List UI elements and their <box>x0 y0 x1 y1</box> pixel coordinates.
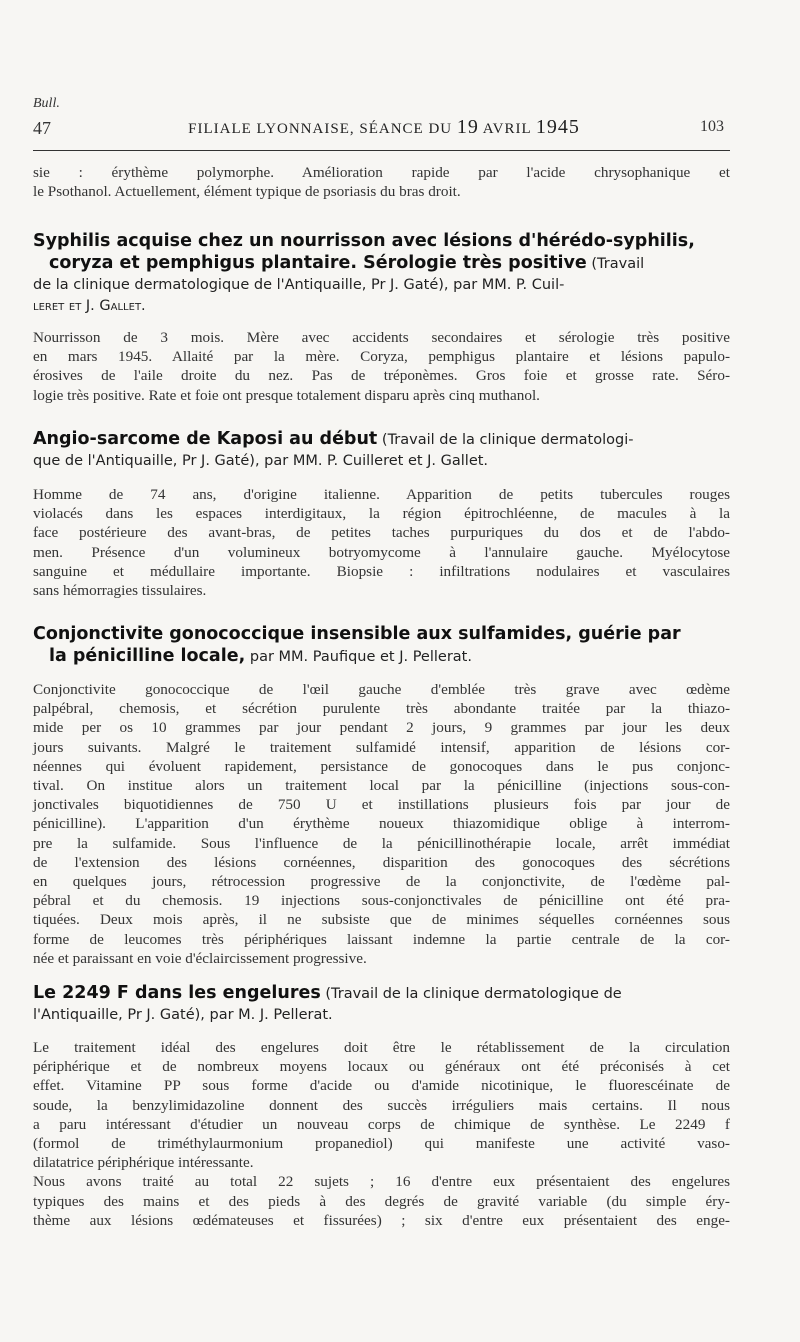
article-engelures <box>33 982 730 1026</box>
text-line: Homme de 74 ans, d'origine italienne. Apparition de petits tubercules rouges <box>33 486 730 503</box>
text-line: men. Présence d'un volumineux botryomycome à l'annulaire gauche. Myélocytose <box>33 543 730 561</box>
text-line: de l'extension des lésions cornéennes, disparition des gonocoques des sécrétions <box>33 853 730 871</box>
article-title: Angio-sarcome de Kaposi au début <box>33 429 378 449</box>
text-line: dilatatrice périphérique intéressante. <box>33 1154 254 1172</box>
text-line: (formol de triméthylaurmonium propanediol) qui manifeste une activité vaso- <box>33 1135 730 1153</box>
article-conjonctivite <box>33 623 730 668</box>
article-title-cont <box>33 645 730 668</box>
article-body <box>33 328 730 405</box>
text-line: pébral et du chemosis. 19 injections sous-conjonctivales de pénicilline ont été pra- <box>33 892 730 910</box>
text-line: sie : érythème polymorphe. Amélioration rapide par l'acide chrysophanique et <box>33 164 730 181</box>
text-line: effet. Vitamine PP sous forme d'acide ou d'amide nicotinique, le fluorescéinate de <box>33 1077 730 1095</box>
running-head-day: 19 <box>456 116 479 138</box>
article-credit: (Travail <box>586 256 645 272</box>
text-line: violacés dans les espaces interdigitaux, la région épitrochléenne, de macules à la <box>33 505 730 523</box>
text-line: jours suivants. Malgré le traitement sulfamidé intensif, apparition de lésions cor- <box>33 738 730 756</box>
text-line: née et paraissant en voie d'éclaircissement progressive. <box>33 949 367 967</box>
text-line: face postérieure des avant-bras, de petites taches purpuriques du dos et de l'abdo- <box>33 524 730 542</box>
article-title: Le 2249 F dans les engelures <box>33 983 321 1003</box>
article-credit: (Travail de la clinique dermatologi- <box>377 432 634 448</box>
article-credit: par MM. Paufique et J. Pellerat. <box>245 649 472 665</box>
text-line: mide per os 10 grammes par jour pendant 2 jours, 9 grammes par jour les deux <box>33 719 730 737</box>
text-line: néennes qui évoluent rapidement, persistance de gonocoques dans le pus conjonc- <box>33 757 730 775</box>
article-title-line: la pénicilline locale, <box>49 646 246 666</box>
text-line: jonctivales biquotidiennes de 750 U et instillations plusieurs fois par jour de <box>33 796 730 814</box>
text-line: tiquées. Deux mois après, il ne subsiste que de minimes séquelles cornéennes sous <box>33 911 730 929</box>
continued-paragraph <box>33 163 730 201</box>
text-line: palpébral, chemosis, et sécrétion purulente très abondante traitée par la thiazo- <box>33 700 730 718</box>
header-rule <box>33 150 730 151</box>
page-number: 103 <box>700 118 724 135</box>
text-line: thème aux lésions œdémateuses et fissurées) ; six d'entre eux présentaient des enge- <box>33 1211 730 1229</box>
text-line: logie très positive. Rate et foie ont presque totalement disparu après cinq muthanol. <box>33 386 540 404</box>
text-line: érosives de l'aile droite du nez. Pas de tréponèmes. Gros foie et grosse rate. Séro- <box>33 367 730 385</box>
text-line: Le traitement idéal des engelures doit être le rétablissement de la circulation <box>33 1039 730 1056</box>
running-head-month: AVRIL <box>478 121 536 137</box>
article-title-line <box>33 982 730 1005</box>
running-head-text: FILIALE LYONNAISE, SÉANCE DU <box>188 121 457 137</box>
text-line: tival. On institue alors un traitement local par la pénicilline (injections sous-con- <box>33 777 730 795</box>
article-kaposi <box>33 428 730 472</box>
text-line: pre la sulfamide. Sous l'influence de la pénicillinothérapie locale, arrêt immédiat <box>33 834 730 852</box>
text-line: Nous avons traité au total 22 sujets ; 16 d'entre eux présentaient des engelures <box>33 1173 730 1191</box>
text-line: Conjonctivite gonococcique de l'œil gauche d'emblée très grave avec œdème <box>33 681 730 698</box>
article-title: Conjonctivite gonococcique insensible aux sulfamides, guérie par <box>33 624 681 644</box>
text-line: en quelques jours, rétrocession progressive de la conjonctivite, de l'œdème pal- <box>33 873 730 891</box>
text-line: le Psothanol. Actuellement, élément typique de psoriasis du bras droit. <box>33 183 461 201</box>
article-syphilis <box>33 230 730 317</box>
article-body <box>33 680 730 968</box>
text-line: périphérique et de nombreux moyens locaux ou généraux ont été préconisés à cet <box>33 1058 730 1076</box>
article-body <box>33 485 730 600</box>
text-line: typiques des mains et des pieds à des degrés de gravité variable (du simple éry- <box>33 1192 730 1210</box>
article-credit-line: l'Antiquaille, Pr J. Gaté), par M. J. Pellerat. <box>33 1007 333 1023</box>
article-authors: leret et J. Gallet. <box>33 298 146 314</box>
text-line: forme de leucomes très périphériques laissant indemne la partie centrale de la cor- <box>33 930 730 948</box>
article-title-cont <box>33 252 730 275</box>
text-line: en mars 1945. Allaité par la mère. Coryza, pemphigus plantaire et lésions papulo- <box>33 348 730 366</box>
running-head <box>160 116 608 139</box>
text-line: soude, la benzylimidazoline donnent des succès irréguliers mais certains. Il nous <box>33 1096 730 1114</box>
article-credit-line: que de l'Antiquaille, Pr J. Gaté), par MM. P. Cuilleret et J. Gallet. <box>33 453 489 469</box>
journal-abbreviation: Bull. <box>33 96 60 111</box>
text-line: pénicilline). L'apparition d'un érythème noueux thiazomidique oblige à interrom- <box>33 815 730 833</box>
article-credit-line: de la clinique dermatologique de l'Antiquaille, Pr J. Gaté), par MM. P. Cuil- <box>33 277 565 293</box>
text-line: a paru intéressant d'étudier un nouveau corps de chimique de synthèse. Le 2249 f <box>33 1115 730 1133</box>
article-title: Syphilis acquise chez un nourrisson avec lésions d'hérédo-syphilis, <box>33 231 695 251</box>
article-title-line: coryza et pemphigus plantaire. Sérologie très positive <box>49 253 587 273</box>
text-line: Nourrisson de 3 mois. Mère avec accidents secondaires et sérologie très positive <box>33 329 730 346</box>
running-head-year: 1945 <box>535 116 580 138</box>
article-title-line <box>33 428 730 451</box>
article-body <box>33 1038 730 1230</box>
text-line: sans hémorragies tissulaires. <box>33 582 207 600</box>
article-credit: (Travail de la clinique dermatologique de <box>320 986 622 1002</box>
text-line: sanguine et médullaire importante. Biopsie : infiltrations nodulaires et vasculaires <box>33 562 730 580</box>
volume-number: 47 <box>33 118 51 138</box>
